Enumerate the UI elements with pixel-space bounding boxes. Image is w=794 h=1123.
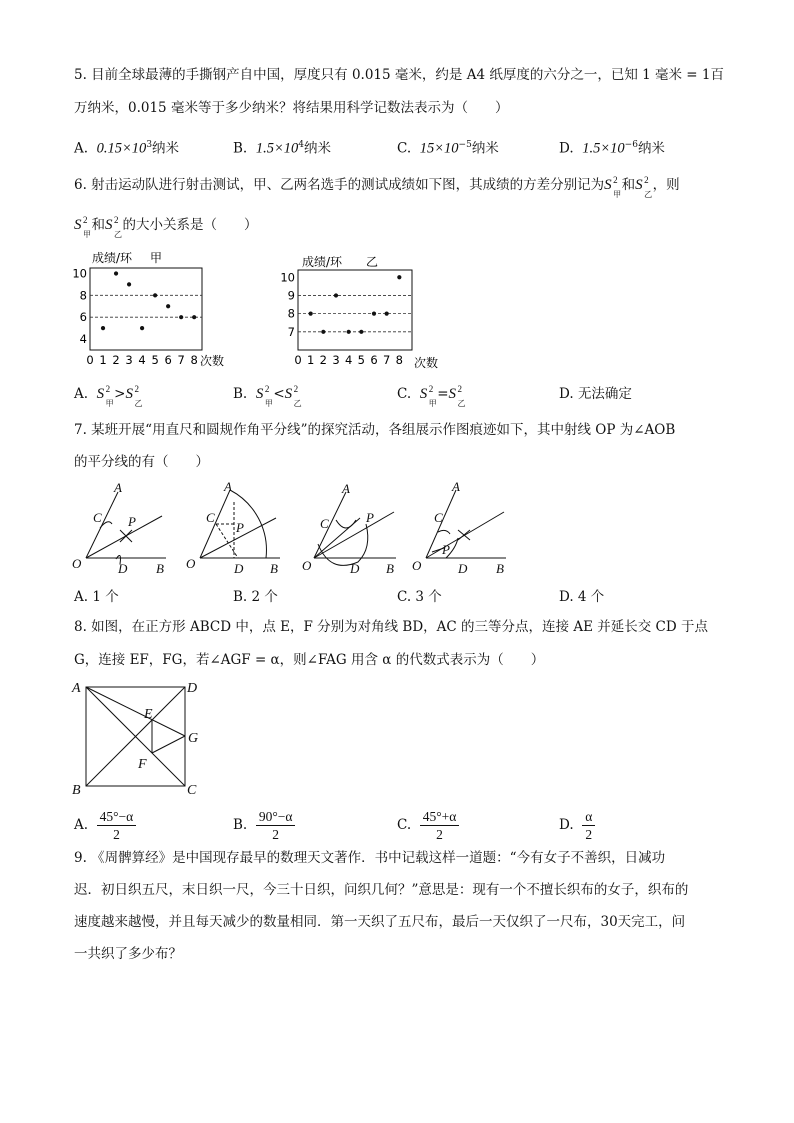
q9-line3: 速度越来越慢，并且每天减少的数量相同．第一天织了五尺布，最后一天仅织了一尺布，30天完工，问 — [74, 914, 686, 930]
chart-jia-xtick-label: 1 — [99, 353, 107, 367]
chart-yi-xtick-label: 3 — [332, 353, 340, 367]
svg-text:P: P — [442, 542, 450, 557]
q6-option-b: B. S 2 甲 <S 2 乙 — [233, 384, 302, 408]
chart-jia-xtick-label: 3 — [125, 353, 133, 367]
q9-line1: 9. 《周髀算经》是中国现存最早的数理天文著作．书中记载这样一道题：“今有女子不善织，日减功 — [74, 850, 666, 866]
chart-jia-xtick-label: 2 — [112, 353, 120, 367]
chart-jia-name: 甲 — [150, 251, 163, 265]
chart-yi — [278, 252, 448, 372]
q8-line2: G，连接 EF，FG，若∠AGF = α，则∠FAG 用含 α 的代数式表示为（ ） — [74, 652, 545, 668]
svg-text:B: B — [496, 561, 504, 576]
q5-option-c: C. $15\times 10^{-5}$纳米 — [397, 140, 499, 157]
q9-line2: 迟．初日织五尺，末日织一尺，今三十日织，问织几何？”意思是：现有一个不擅长织布的女子，织布的 — [74, 882, 689, 898]
svg-text:G: G — [188, 731, 199, 746]
chart-yi-ylabel: 成绩/环 — [302, 255, 343, 269]
chart-yi-point — [385, 312, 389, 316]
q5-option-b: B. $1.5\times 10^4$纳米 — [233, 140, 331, 157]
chart-yi-ytick-label: 9 — [287, 288, 295, 303]
svg-text:C: C — [206, 510, 215, 525]
chart-jia-xlabel: 次数 — [200, 354, 225, 368]
chart-jia-point — [153, 293, 157, 297]
chart-yi-xtick-label: 8 — [395, 353, 403, 367]
chart-jia-xtick-label: 5 — [151, 353, 159, 367]
q8-option-c: C. $\frac{45^\circ+\alpha}{2}$ — [397, 808, 459, 843]
svg-text:O: O — [302, 558, 312, 573]
svg-text:B: B — [386, 561, 394, 576]
q6-line1: 6. 射击运动队进行射击测试，甲、乙两名选手的测试成绩如下图，其成绩的方差分别记为S 2 甲 和S 2 乙 ，则 — [74, 175, 680, 199]
svg-text:E: E — [144, 707, 153, 722]
chart-yi-ytick-label: 10 — [280, 270, 295, 285]
q7-option-a: A. 1 个 — [74, 589, 119, 605]
q7-option-b: B. 2 个 — [233, 589, 278, 605]
chart-yi-point — [372, 312, 376, 316]
chart-jia-xtick-label: 4 — [138, 353, 146, 367]
q7-figure-3 — [300, 480, 410, 580]
q8-option-d: D. $\frac{\alpha}{2}$ — [559, 808, 595, 843]
q7-option-c: C. 3 个 — [397, 589, 442, 605]
s2-yi: S 2 乙 — [635, 175, 653, 199]
chart-yi-ytick-label: 8 — [287, 306, 295, 321]
chart-jia-point — [114, 271, 118, 275]
svg-text:D: D — [458, 561, 468, 576]
chart-yi-point — [334, 293, 338, 297]
q9-line4: 一共织了多少布？ — [74, 946, 182, 962]
chart-jia-frame — [90, 268, 202, 350]
q5-option-a: A. $0.15\times 10^3$纳米 — [74, 140, 180, 157]
chart-jia-point — [166, 304, 170, 308]
svg-text:A: A — [72, 681, 81, 696]
svg-text:O: O — [186, 556, 196, 571]
q6-option-d: D. 无法确定 — [559, 386, 632, 402]
svg-text:A: A — [342, 481, 350, 496]
svg-text:F: F — [138, 757, 147, 772]
q8-line1: 8. 如图，在正方形 ABCD 中，点 E，F 分别为对角线 BD，AC 的三等分点，连接 AE 并延长交 CD 于点 — [74, 619, 708, 635]
chart-yi-xtick-label: 4 — [345, 353, 353, 367]
chart-yi-point — [397, 275, 401, 279]
chart-yi-frame — [298, 270, 412, 350]
q7-figure-4 — [410, 480, 520, 580]
chart-jia-ytick-label: 10 — [72, 266, 87, 281]
chart-yi-name: 乙 — [366, 255, 379, 269]
chart-jia-point — [101, 326, 105, 330]
chart-jia-xtick-label: 8 — [190, 353, 198, 367]
chart-yi-xtick-label: 6 — [370, 353, 378, 367]
svg-text:O: O — [412, 558, 422, 573]
svg-text:C: C — [187, 783, 197, 798]
chart-yi-point — [347, 330, 351, 334]
svg-text:D: D — [187, 681, 198, 696]
svg-text:B: B — [156, 561, 164, 576]
chart-yi-xtick-label: 7 — [383, 353, 391, 367]
s2-jia: S 2 甲 — [604, 175, 622, 199]
q6-line2: S 2 甲 和S 2 乙 的大小关系是（ ） — [74, 215, 258, 239]
svg-text:D: D — [350, 561, 360, 576]
svg-text:B: B — [72, 783, 81, 798]
chart-jia-xtick-label: 6 — [164, 353, 172, 367]
q5-line2: 万纳米，0.015 毫米等于多少纳米？将结果用科学记数法表示为（ ） — [74, 100, 509, 116]
chart-yi-xtick-label: 1 — [307, 353, 315, 367]
q6-option-a: A. S 2 甲 >S 2 乙 — [74, 384, 143, 408]
chart-yi-xlabel: 次数 — [414, 356, 439, 370]
svg-text:P: P — [128, 514, 136, 529]
svg-text:D: D — [234, 561, 244, 576]
chart-jia-ytick-label: 6 — [79, 310, 87, 325]
q7-figure-2 — [184, 480, 294, 580]
q8-option-a: A. $\frac{45^\circ-\alpha}{2}$ — [74, 808, 136, 843]
q7-line2: 的平分线的有（ ） — [74, 454, 209, 470]
chart-yi-point — [309, 312, 313, 316]
svg-text:A: A — [452, 479, 460, 494]
svg-text:P: P — [366, 510, 374, 525]
chart-jia-point — [192, 315, 196, 319]
chart-jia-point — [179, 315, 183, 319]
q5-option-d: D. $1.5\times 10^{-6}$纳米 — [559, 140, 665, 157]
chart-yi-point — [359, 330, 363, 334]
q7-figure-1 — [70, 480, 180, 580]
chart-jia-point — [140, 326, 144, 330]
q5-line1: 5. 目前全球最薄的手撕钢产自中国，厚度只有 0.015 毫米，约是 A4 纸厚度的六分之一，已知 1 毫米 = 1百 — [74, 67, 724, 83]
svg-text:C: C — [93, 510, 102, 525]
svg-text:A: A — [224, 479, 232, 494]
chart-jia — [72, 252, 232, 372]
chart-yi-ytick-label: 7 — [287, 324, 295, 339]
svg-text:C: C — [320, 516, 329, 531]
chart-yi-xtick-label: 2 — [319, 353, 327, 367]
svg-text:O: O — [72, 556, 82, 571]
svg-text:P: P — [236, 520, 244, 535]
chart-jia-ytick-label: 4 — [79, 332, 87, 347]
chart-jia-ytick-label: 8 — [79, 288, 87, 303]
q8-option-b: B. $\frac{90^\circ-\alpha}{2}$ — [233, 808, 295, 843]
chart-yi-xtick-label: 5 — [357, 353, 365, 367]
chart-jia-ylabel: 成绩/环 — [92, 251, 133, 265]
chart-jia-point — [127, 282, 131, 286]
chart-jia-xtick-label: 0 — [86, 353, 94, 367]
chart-yi-xtick-label: 0 — [294, 353, 302, 367]
chart-yi-point — [321, 330, 325, 334]
svg-text:A: A — [114, 480, 122, 495]
q6-option-c: C. S 2 甲 =S 2 乙 — [397, 384, 466, 408]
svg-text:B: B — [270, 561, 278, 576]
svg-text:C: C — [434, 510, 443, 525]
chart-jia-xtick-label: 7 — [177, 353, 185, 367]
q8-figure-square — [70, 677, 210, 797]
q7-option-d: D. 4 个 — [559, 589, 605, 605]
q7-line1: 7. 某班开展“用直尺和圆规作角平分线”的探究活动，各组展示作图痕迹如下，其中射线 OP 为∠AOB — [74, 422, 676, 438]
svg-text:D: D — [118, 561, 128, 576]
